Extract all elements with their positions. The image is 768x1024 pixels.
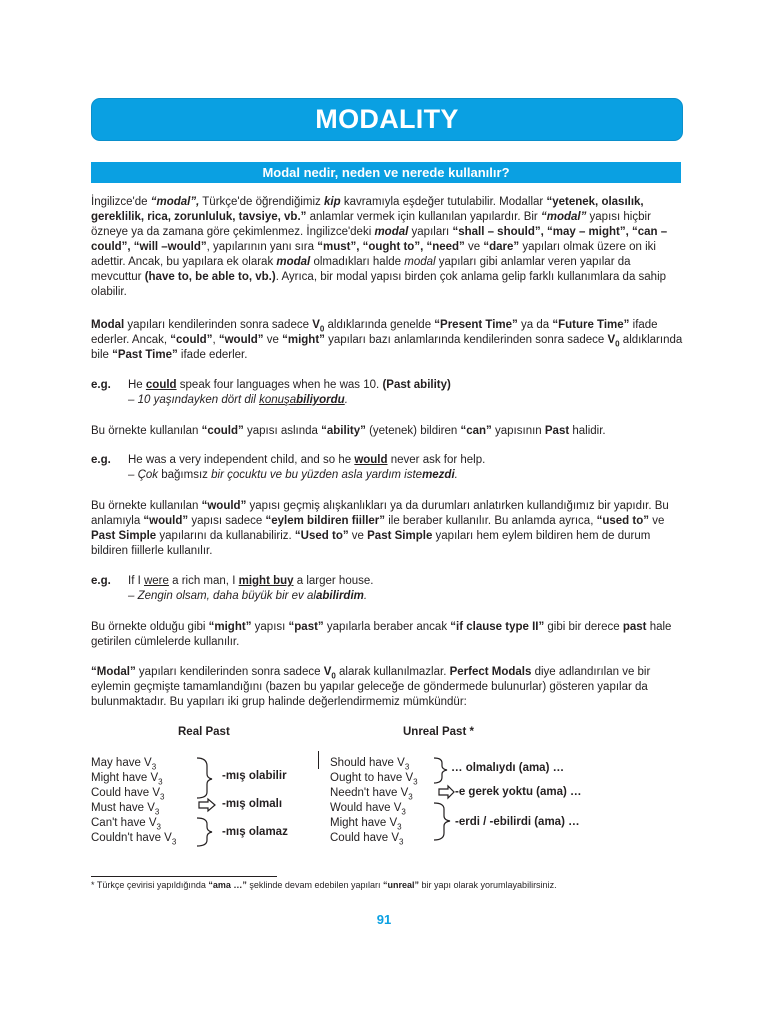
footnote-divider xyxy=(91,876,277,877)
list-item: Must have $V_3$ xyxy=(91,802,160,817)
list-item: Might have $V_3$ xyxy=(330,817,402,832)
real-past-list xyxy=(91,756,176,846)
list-item: Can't have $V_3$ xyxy=(91,817,161,832)
unreal-past-list xyxy=(330,756,418,846)
example-translation: – 10 yaşındayken dört dil konuşabiliyordu. xyxy=(128,394,348,406)
real-past-tag: -mış olamaz xyxy=(222,826,288,838)
example-would: e.g. He was a very independent child, and so he would never ask for help. – Çok bağımsız bir çocuktu ve bu yüzden asla yardım istemezdi. xyxy=(91,453,683,485)
unreal-past-tag: -erdi / -ebilirdi (ama) … xyxy=(455,816,580,828)
example-translation: – Çok bağımsız bir çocuktu ve bu yüzden asla yardım istemezdi. xyxy=(128,469,458,481)
list-item: May have $V_3$ xyxy=(91,757,157,772)
could-explanation: Bu örnekte kullanılan “could” yapısı aslında “ability” (yetenek) bildiren “can” yapısının Past halidir. xyxy=(91,425,606,437)
example-translation: – Zengin olsam, daha büyük bir ev alabilirdim. xyxy=(128,590,368,602)
real-past-tag: -mış olmalı xyxy=(222,798,283,810)
example-label: e.g. xyxy=(91,575,111,587)
example-might: e.g. If I were a rich man, I might buy a larger house. – Zengin olsam, daha büyük bir ev alabilirdim. xyxy=(91,574,683,606)
example-could: e.g. He could speak four languages when he was 10. (Past ability) – 10 yaşındayken dört dil konuşabiliyordu. xyxy=(91,378,683,410)
example-label: e.g. xyxy=(91,454,111,466)
list-item: Needn't have $V_3$ xyxy=(330,787,413,802)
list-item: Should have $V_3$ xyxy=(330,757,410,772)
unreal-past-title: Unreal Past * xyxy=(403,726,474,738)
list-item: Could have $V_3$ xyxy=(91,787,165,802)
list-item: Could have $V_3$ xyxy=(330,832,404,847)
intro-paragraph: İngilizce'de “modal”, Türkçe'de öğrendiğimiz kip kavramıyla eşdeğer tutulabilir. Modallar “yetenek, olasılık, gereklilik, rica, zorunluluk, tavsiye, vb.” anlamlar vermek için kullanılan yapılardır. Bir “modal” yapısı hiçbir özneye ya da zamana göre çekimlenmez. İngilizce'deki modal yapıları “shall – should”, “may – might”, “can – could”, “will –would”, yapılarının yanı sıra “must”, “ought to”, “need” ve “dare” yapıları olmak üzere on iki adettir. Ancak, bu yapılara ek olarak modal olmadıkları halde modal yapıları gibi anlamlar veren yapılar da mevcuttur (have to, be able to, vb.). Ayrıca, bir modal yapısı birden çok anlama gelip farklı kullanımlara da sahip olabilir. xyxy=(91,196,668,298)
would-explanation: Bu örnekte kullanılan “would” yapısı geçmiş alışkanlıkları ya da durumları anlatırken kullandığımız bir yapıdır. Bu anlamıyla “would” yapısı sadece “eylem bildiren fiiller” ile beraber kullanılır. Bu anlamda ayrıca, “used to” ve Past Simple yapılarını da kullanabiliriz. “Used to” ve Past Simple yapıları hem eylem bildiren hem de durum bildiren fiillerle kullanılır. xyxy=(91,500,669,557)
page-title: MODALITY xyxy=(315,104,459,134)
real-past-tag: -mış olabilir xyxy=(222,770,287,782)
real-past-title: Real Past xyxy=(178,726,230,738)
list-item: Might have $V_3$ xyxy=(91,772,163,787)
list-item: Would have $V_3$ xyxy=(330,802,406,817)
section-title: Modal nedir, neden ve nerede kullanılır? xyxy=(262,165,510,180)
list-item: Couldn't have $V_3$ xyxy=(91,832,177,847)
column-divider xyxy=(318,751,319,769)
title-banner xyxy=(91,98,683,141)
unreal-past-tag: … olmalıydı (ama) … xyxy=(451,762,565,774)
might-explanation: Bu örnekte olduğu gibi “might” yapısı “past” yapılarla beraber ancak “if clause type II” gibi bir derece past hale getirilen cümlelerde kullanılır. xyxy=(91,621,672,648)
section-banner xyxy=(91,162,681,183)
list-item: Ought to have $V_3$ xyxy=(330,772,418,787)
perfect-modals-paragraph: “Modal” yapıları kendilerinden sonra sadece $V_0$ alarak kullanılmazlar. Perfect Modals diye adlandırılan ve bir eylemin geçmişte tamamlandığını (bazen bu yapılar geleceğe de göndermede bulunurlar) gösteren yapılar da bulunmaktadır. Bu yapıları iki grup halinde değerlendirmemiz mümkündür: xyxy=(91,666,651,708)
footnote: * Türkçe çevirisi yapıldığında “ama …” şeklinde devam edebilen yapıları “unreal” bir yapı olarak yorumlayabilirsiniz. xyxy=(91,880,557,890)
modal-time-paragraph: Modal yapıları kendilerinden sonra sadece $V_0$ aldıklarında genelde “Present Time” ya da “Future Time” ifade ederler. Ancak, “could”, “would” ve “might” yapıları bazı anlamlarında kendilerinden sonra sadece $V_0$ aldıklarında bile “Past Time” ifade ederler. xyxy=(91,319,683,361)
example-label: e.g. xyxy=(91,379,111,391)
arrow-right-icon xyxy=(198,798,218,812)
unreal-past-tag: -e gerek yoktu (ama) … xyxy=(455,786,582,798)
page-number: 91 xyxy=(376,912,392,927)
